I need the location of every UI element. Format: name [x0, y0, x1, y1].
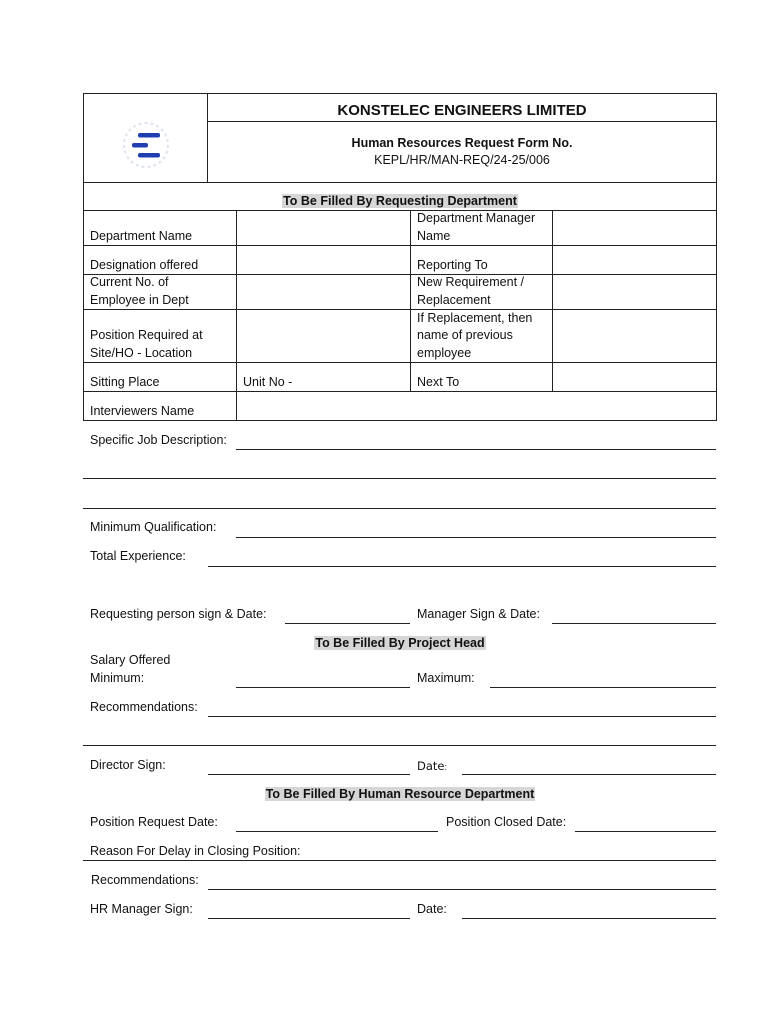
- label-hr-manager-sign: HR Manager Sign:: [90, 902, 193, 916]
- label-reporting-to: Reporting To: [417, 258, 488, 272]
- label-replacement-name-2: name of previous: [417, 328, 513, 342]
- label-salary-maximum: Maximum:: [417, 671, 475, 685]
- form-number: KEPL/HR/MAN-REQ/24-25/006: [374, 153, 550, 167]
- section-heading-hr: [83, 786, 717, 803]
- row-divider: [83, 362, 717, 363]
- label-hr-recommendations: Recommendations:: [91, 873, 199, 887]
- section-heading-project-text: To Be Filled By Project Head: [315, 636, 485, 650]
- section-heading-requesting: [83, 193, 717, 210]
- label-position-request-date: Position Request Date:: [90, 815, 218, 829]
- label-current-employees-2: Employee in Dept: [90, 293, 189, 307]
- field-sitting-place[interactable]: Unit No -: [243, 375, 293, 389]
- line-salary-minimum[interactable]: [236, 687, 410, 688]
- label-department-name: Department Name: [90, 229, 193, 243]
- label-project-recommendations: Recommendations:: [90, 700, 198, 714]
- col-divider: [410, 210, 411, 391]
- label-director-sign: Director Sign:: [90, 758, 166, 772]
- label-position-location-2: Site/HO - Location: [90, 346, 193, 360]
- label-min-qualification: Minimum Qualification:: [90, 520, 217, 534]
- label-requesting-sign: Requesting person sign & Date:: [90, 607, 267, 621]
- field-department-name[interactable]: [243, 228, 403, 245]
- line-project-recommendations[interactable]: [208, 716, 716, 717]
- line-delay-reason[interactable]: [83, 860, 716, 861]
- label-delay-reason: Reason For Delay in Closing Position:: [90, 844, 301, 858]
- col-divider: [236, 210, 237, 420]
- line-project-recommendations-2[interactable]: [83, 745, 716, 746]
- section-heading-requesting-text: To Be Filled By Requesting Department: [283, 194, 517, 208]
- field-department-manager[interactable]: [559, 228, 709, 245]
- row-divider: [83, 274, 717, 275]
- field-position-location[interactable]: [243, 345, 403, 362]
- line-hr-manager-sign[interactable]: [208, 918, 410, 919]
- row-divider: [83, 309, 717, 310]
- line-hr-recommendations[interactable]: [208, 889, 716, 890]
- label-salary-minimum: Minimum:: [90, 671, 145, 685]
- field-next-to[interactable]: [559, 374, 709, 391]
- label-new-requirement-2: Replacement: [417, 293, 491, 307]
- label-department-manager-2: Name: [417, 229, 451, 243]
- label-department-manager: Department Manager: [417, 211, 536, 225]
- line-salary-maximum[interactable]: [490, 687, 716, 688]
- section-heading-project: [83, 635, 717, 652]
- label-sitting-place: Sitting Place: [90, 375, 160, 389]
- line-position-request-date[interactable]: [236, 831, 438, 832]
- line-min-qualification[interactable]: [236, 537, 716, 538]
- line-job-description-3[interactable]: [83, 508, 716, 509]
- form-title: Human Resources Request Form No.: [351, 136, 573, 150]
- label-director-date-text: Date: [417, 759, 445, 773]
- line-position-closed-date[interactable]: [575, 831, 716, 832]
- header-title-divider: [207, 121, 716, 122]
- line-director-sign[interactable]: [208, 774, 410, 775]
- label-total-experience: Total Experience:: [90, 549, 186, 563]
- field-replacement-name[interactable]: [559, 345, 709, 362]
- company-name: KONSTELEC ENGINEERS LIMITED: [337, 102, 587, 119]
- field-new-requirement[interactable]: [559, 292, 709, 309]
- line-manager-sign[interactable]: [552, 623, 716, 624]
- row-divider: [83, 245, 717, 246]
- row-divider: [83, 391, 717, 392]
- label-current-employees: Current No. of: [90, 275, 169, 289]
- label-director-date: [417, 758, 447, 776]
- label-job-description: Specific Job Description:: [90, 433, 227, 447]
- label-next-to: Next To: [417, 375, 460, 389]
- label-new-requirement: New Requirement /: [417, 275, 524, 289]
- field-interviewers[interactable]: [243, 403, 703, 420]
- label-designation: Designation offered: [90, 258, 199, 272]
- label-director-date-colon: :: [444, 762, 448, 772]
- field-current-employees[interactable]: [243, 292, 403, 309]
- field-reporting-to[interactable]: [559, 257, 709, 274]
- row-divider: [83, 210, 717, 211]
- label-hr-date: Date:: [417, 902, 447, 916]
- line-hr-date[interactable]: [462, 918, 716, 919]
- company-logo: [118, 121, 174, 169]
- label-replacement-name-3: employee: [417, 346, 472, 360]
- field-designation[interactable]: [243, 257, 403, 274]
- label-interviewers: Interviewers Name: [90, 404, 195, 418]
- line-requesting-sign[interactable]: [285, 623, 410, 624]
- line-total-experience[interactable]: [208, 566, 716, 567]
- label-position-location: Position Required at: [90, 328, 203, 342]
- line-job-description-2[interactable]: [83, 478, 716, 479]
- label-replacement-name: If Replacement, then: [417, 311, 533, 325]
- label-manager-sign: Manager Sign & Date:: [417, 607, 540, 621]
- line-job-description[interactable]: [236, 449, 716, 450]
- konstelec-e-logo-icon: [118, 121, 174, 169]
- label-position-closed-date: Position Closed Date:: [446, 815, 567, 829]
- line-director-date[interactable]: [462, 774, 716, 775]
- label-salary-offered: Salary Offered: [90, 653, 171, 667]
- col-divider: [552, 210, 553, 391]
- section-heading-hr-text: To Be Filled By Human Resource Department: [265, 787, 535, 801]
